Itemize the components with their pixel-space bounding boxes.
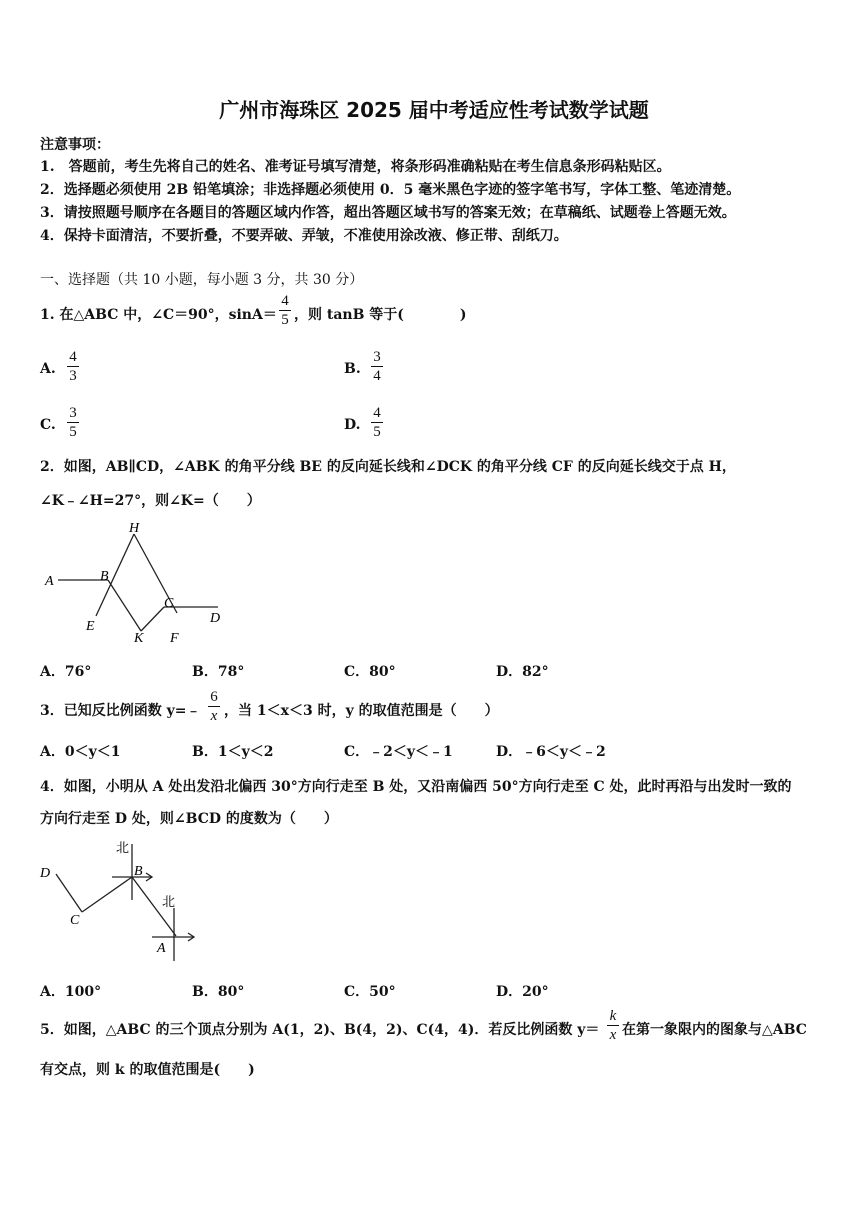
frac-num: 4 [373, 405, 381, 421]
q5-suffix: 在第一象限内的图象与△ABC [622, 1022, 807, 1038]
path-cd [56, 874, 82, 912]
q1-option-c-fraction [67, 404, 79, 441]
q3-option-d: D．﹣6＜y＜﹣2 [496, 744, 606, 760]
q5-fraction [607, 1007, 619, 1044]
q1-prefix: 1. 在△ABC 中，∠C＝90°，sinA＝ [40, 307, 277, 323]
q1-option-a-label: A. [40, 361, 56, 377]
frac-num: 3 [373, 349, 381, 365]
q1-option-b-fraction [371, 348, 383, 385]
label-e: E [86, 619, 95, 634]
label-d: D [210, 611, 221, 626]
label-a: A [157, 941, 166, 956]
q3-frac-den: x [210, 708, 218, 724]
q3-option-b: B．1＜y＜2 [192, 744, 274, 760]
note-item-1: 1. 答题前，考生先将自己的姓名、准考证号填写清楚，将条形码准确粘贴在考生信息条形码粘贴区。 [40, 159, 671, 175]
q4-option-c: C．50° [344, 984, 396, 1000]
line-bk [108, 580, 141, 631]
note-item-2: 2．选择题必须使用 2B 铅笔填涂；非选择题必须使用 0．5 毫米黑色字迹的签字笔书写，字体工整、笔迹清楚。 [40, 182, 741, 198]
note-item-3: 3．请按照题号顺序在各题目的答题区域内作答，超出答题区域书写的答案无效；在草稿纸、试题卷上答题无效。 [40, 205, 736, 221]
q3-prefix: 3．已知反比例函数 y=﹣ [40, 703, 201, 719]
q4-line-1: 4．如图，小明从 A 处出发沿北偏西 30°方向行走至 B 处，又沿南偏西 50°方向行走至 C 处，此时再沿与出发时一致的 [40, 779, 792, 795]
q2-line-2: ∠K﹣∠H=27°，则∠K=（ ） [40, 493, 261, 509]
page-title: 广州市海珠区 2025 届中考适应性考试数学试题 [219, 98, 649, 122]
q1-frac-den: 5 [281, 312, 289, 328]
section-heading: 一、选择题（共 10 小题，每小题 3 分，共 30 分） [40, 272, 364, 288]
q4-line-2: 方向行走至 D 处，则∠BCD 的度数为（ ） [40, 811, 338, 827]
q3-option-a: A．0＜y＜1 [40, 744, 121, 760]
label-k: K [134, 631, 144, 646]
label-b: B [134, 864, 143, 879]
label-h: H [129, 521, 140, 536]
north-label-b: 北 [116, 841, 130, 856]
q3-option-c: C．﹣2＜y＜﹣1 [344, 744, 453, 760]
q2-option-a: A．76° [40, 664, 92, 680]
label-b: B [100, 569, 109, 584]
label-c: C [70, 913, 80, 928]
q4-figure [36, 836, 206, 966]
q4-option-a: A．100° [40, 984, 102, 1000]
q5-frac-num: k [609, 1008, 617, 1024]
north-label-a: 北 [162, 895, 176, 910]
q2-option-b: B．78° [192, 664, 245, 680]
q2-line-1: 2．如图，AB∥CD，∠ABK 的角平分线 BE 的反向延长线和∠DCK 的角平分线 CF 的反向延长线交于点 H， [40, 459, 736, 475]
frac-num: 3 [69, 405, 77, 421]
q3-suffix: ，当 1＜x＜3 时，y 的取值范围是（ ） [224, 703, 499, 719]
q1-option-d-label: D. [344, 417, 361, 433]
q2-figure [40, 518, 240, 650]
frac-den: 3 [69, 368, 77, 384]
frac-den: 4 [373, 368, 381, 384]
q5-frac-den: x [609, 1027, 617, 1043]
q3-fraction [208, 688, 220, 725]
q4-option-d: D．20° [496, 984, 549, 1000]
q5-line-2: 有交点，则 k 的取值范围是( ) [40, 1062, 255, 1078]
frac-num: 4 [69, 349, 77, 365]
q1-fraction [279, 292, 291, 329]
label-c: C [164, 596, 174, 611]
label-a: A [45, 574, 54, 589]
frac-den: 5 [69, 424, 77, 440]
q2-option-d: D．82° [496, 664, 549, 680]
q1-option-b-label: B. [344, 361, 361, 377]
path-bc [82, 877, 132, 912]
q2-option-c: C．80° [344, 664, 396, 680]
q1-option-a-fraction [67, 348, 79, 385]
q1-option-d-fraction [371, 404, 383, 441]
frac-den: 5 [373, 424, 381, 440]
q5-prefix: 5．如图，△ABC 的三个顶点分别为 A(1，2)、B(4，2)、C(4，4)．若反比例函数 y＝ [40, 1022, 600, 1038]
line-kc [141, 607, 164, 631]
notes-heading: 注意事项： [40, 137, 110, 153]
q1-frac-num: 4 [281, 293, 289, 309]
q1-suffix: ，则 tanB 等于( ) [294, 307, 467, 323]
q1-option-c-label: C. [40, 417, 56, 433]
q4-option-b: B．80° [192, 984, 245, 1000]
note-item-4: 4．保持卡面清洁，不要折叠，不要弄破、弄皱，不准使用涂改液、修正带、刮纸刀。 [40, 228, 568, 244]
label-d: D [40, 866, 51, 881]
q3-frac-num: 6 [210, 689, 218, 705]
label-f: F [170, 631, 179, 646]
